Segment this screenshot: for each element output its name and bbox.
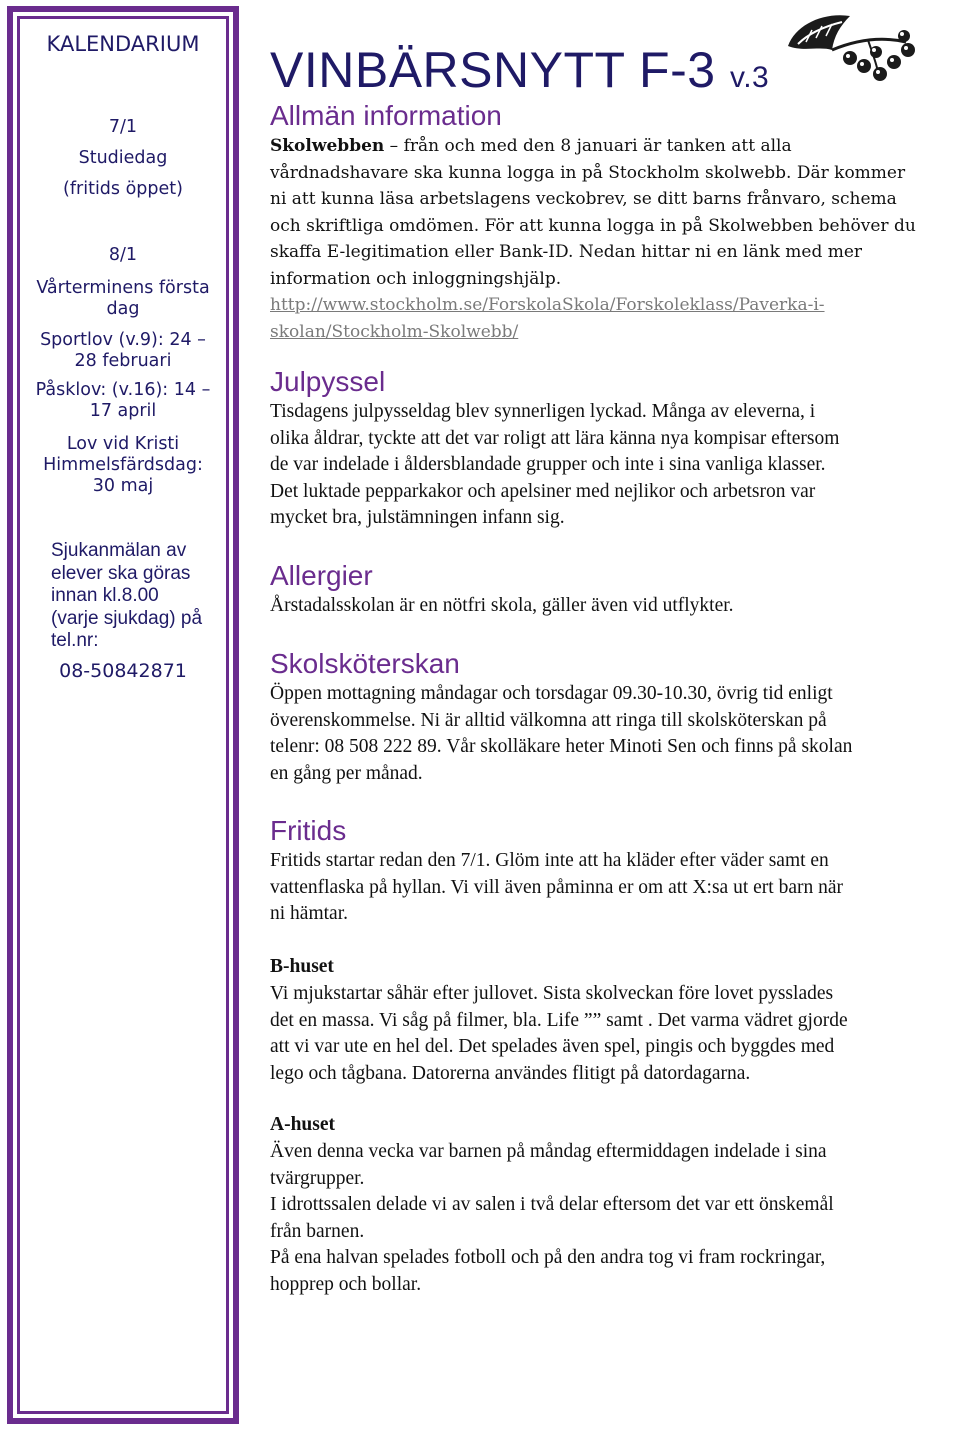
sick-notice-line: elever ska göras (51, 562, 191, 584)
allman-line: information och inloggningshjälp. (270, 268, 562, 289)
sick-notice-line: innan kl.8.00 (51, 585, 159, 606)
calendar-sidebar-inner-border (17, 16, 229, 1414)
calendar-text: 17 april (89, 401, 157, 421)
section-heading-julpyssel: Julpyssel (270, 366, 386, 397)
julpyssel-line: Tisdagens julpysseldag blev synnerligen lyckad. Många av eleverna, i (270, 401, 816, 422)
calendar-text: dag (106, 299, 140, 319)
julpyssel-line: Det luktade pepparkakor och apelsiner med nejlikor och arbetsron var (270, 480, 816, 502)
section-body-skolskoterskan (270, 681, 960, 787)
calendar-date: 7/1 (108, 117, 138, 137)
sick-notice-line: (varje sjukdag) på (51, 607, 203, 629)
section-body-julpyssel (270, 399, 960, 532)
section-heading-skolskoterskan: Skolsköterskan (270, 648, 460, 679)
fritids-line: vattenflaska på hyllan. Vi vill även påminna er om att X:sa ut ert barn när (270, 876, 843, 898)
julpyssel-line: de var indelade i åldersblandade grupper och inte i sina vanliga klasser. (270, 454, 826, 475)
section-heading-fritids: Fritids (270, 815, 347, 846)
skolskoterskan-line: telenr: 08 508 222 89. Vår skolläkare heter Minoti Sen och finns på skolan (270, 736, 853, 757)
allergier-line: Årstadalsskolan är en nötfri skola, gäller även vid utflykter. (270, 595, 734, 616)
allman-line: skaffa E-legitimation eller Bank-ID. Nedan hittar ni en länk med mer (270, 242, 863, 262)
section-body-allergier (270, 593, 960, 620)
ahuset-line: Även denna vecka var barnen på måndag eftermiddagen indelade i sina (270, 1141, 827, 1162)
section-body-bhuset (270, 981, 960, 1087)
skolskoterskan-line: en gång per månad. (270, 762, 423, 784)
section-body-fritids (270, 848, 960, 928)
allman-line: vårdnadshavare ska kunna logga in på Stockholm skolwebb. Där kommer (270, 162, 906, 183)
bhuset-line: Vi mjukstartar såhär efter jullovet. Sista skolveckan före lovet pysslades (270, 983, 834, 1004)
ahuset-line: hopprep och bollar. (270, 1273, 422, 1295)
ahuset-line: På ena halvan spelades fotboll och på den andra tog vi fram rockringar, (270, 1247, 826, 1268)
section-heading-allman: Allmän information (270, 100, 502, 131)
subheading-bhuset: B-huset (270, 956, 334, 977)
calendar-date: 8/1 (108, 245, 138, 265)
sick-phone-number: 08-50842871 (59, 660, 187, 682)
calendar-text: Sportlov (v.9): 24 – (40, 330, 206, 350)
fritids-line: ni hämtar. (270, 903, 348, 924)
ahuset-line: I idrottssalen delade vi av salen i två delar eftersom det var ett önskemål (270, 1194, 834, 1215)
skolwebb-link[interactable]: http://www.stockholm.se/ForskolaSkola/Forskoleklass/Paverka-i- (270, 295, 825, 315)
skolwebben-lead: Skolwebben (270, 136, 385, 156)
fritids-line: Fritids startar redan den 7/1. Glöm inte att ha kläder efter väder samt en (270, 850, 829, 871)
section-body-allman (270, 133, 960, 345)
calendar-text: 28 februari (74, 351, 172, 371)
julpyssel-line: mycket bra, julstämningen infann sig. (270, 507, 565, 528)
calendar-text: Studiedag (78, 148, 168, 168)
section-heading-allergier: Allergier (270, 560, 373, 591)
allman-line (270, 133, 960, 160)
subheading-ahuset: A-huset (270, 1114, 336, 1135)
calendar-entry-terminstart (13, 240, 233, 271)
calendar-text: Lov vid Kristi (66, 434, 180, 454)
calendar-sidebar (7, 6, 239, 1424)
calendar-text: Vårterminens första (36, 278, 210, 298)
calendar-entry-sportlov (13, 330, 233, 372)
calendar-text: 30 maj (92, 476, 154, 496)
sick-notice-line: Sjukanmälan av (51, 540, 187, 561)
section-body-ahuset (270, 1139, 960, 1298)
calendar-text: Himmelsfärdsdag: (43, 455, 203, 475)
ahuset-line: tvärgrupper. (270, 1167, 365, 1189)
calendar-note: (fritids öppet) (63, 179, 183, 199)
calendar-title: KALENDARIUM (46, 32, 200, 56)
newsletter-title (270, 40, 769, 108)
calendar-entry-kristi (13, 434, 233, 497)
bhuset-line: lego och tågbana. Datorerna användes flitigt på datordagarna. (270, 1062, 751, 1084)
allman-line-text: – från och med den 8 januari är tanken att alla (384, 136, 792, 156)
newsletter-version: v.3 (729, 61, 770, 94)
sick-notice (51, 540, 231, 653)
allman-line: ni att kunna läsa arbetslagens veckobrev, se ditt barns frånvaro, schema (270, 189, 897, 209)
calendar-entry-studiedag (13, 112, 233, 205)
allman-line: och skriftliga omdömen. För att kunna logga in på Skolwebben behöver du (270, 215, 916, 236)
calendar-entry-terminstart-text (13, 278, 233, 320)
skolwebb-link-cont[interactable]: skolan/Stockholm-Skolwebb/ (270, 321, 519, 342)
newsletter-title-text: VINBÄRSNYTT F-3 (270, 42, 716, 98)
bhuset-line: att vi var ute en hel del. Det spelades även spel, pingis och byggdes med (270, 1036, 835, 1057)
sick-notice-line: tel.nr: (51, 630, 99, 651)
calendar-entry-pasklov (13, 380, 233, 422)
skolskoterskan-line: överenskommelse. Ni är alltid välkomna att ringa till skolsköterskan på (270, 709, 827, 731)
ahuset-line: från barnen. (270, 1220, 365, 1242)
skolskoterskan-line: Öppen mottagning måndagar och torsdagar 09.30-10.30, övrig tid enligt (270, 683, 833, 704)
bhuset-line: det en massa. Vi såg på filmer, bla. Life ”” samt . Det varma vädret gjorde (270, 1009, 848, 1031)
julpyssel-line: olika åldrar, tyckte att det var roligt att lära känna nya kompisar eftersom (270, 427, 840, 449)
currant-branch-icon (776, 6, 922, 90)
calendar-text: Påsklov: (v.16): 14 – (35, 380, 211, 400)
